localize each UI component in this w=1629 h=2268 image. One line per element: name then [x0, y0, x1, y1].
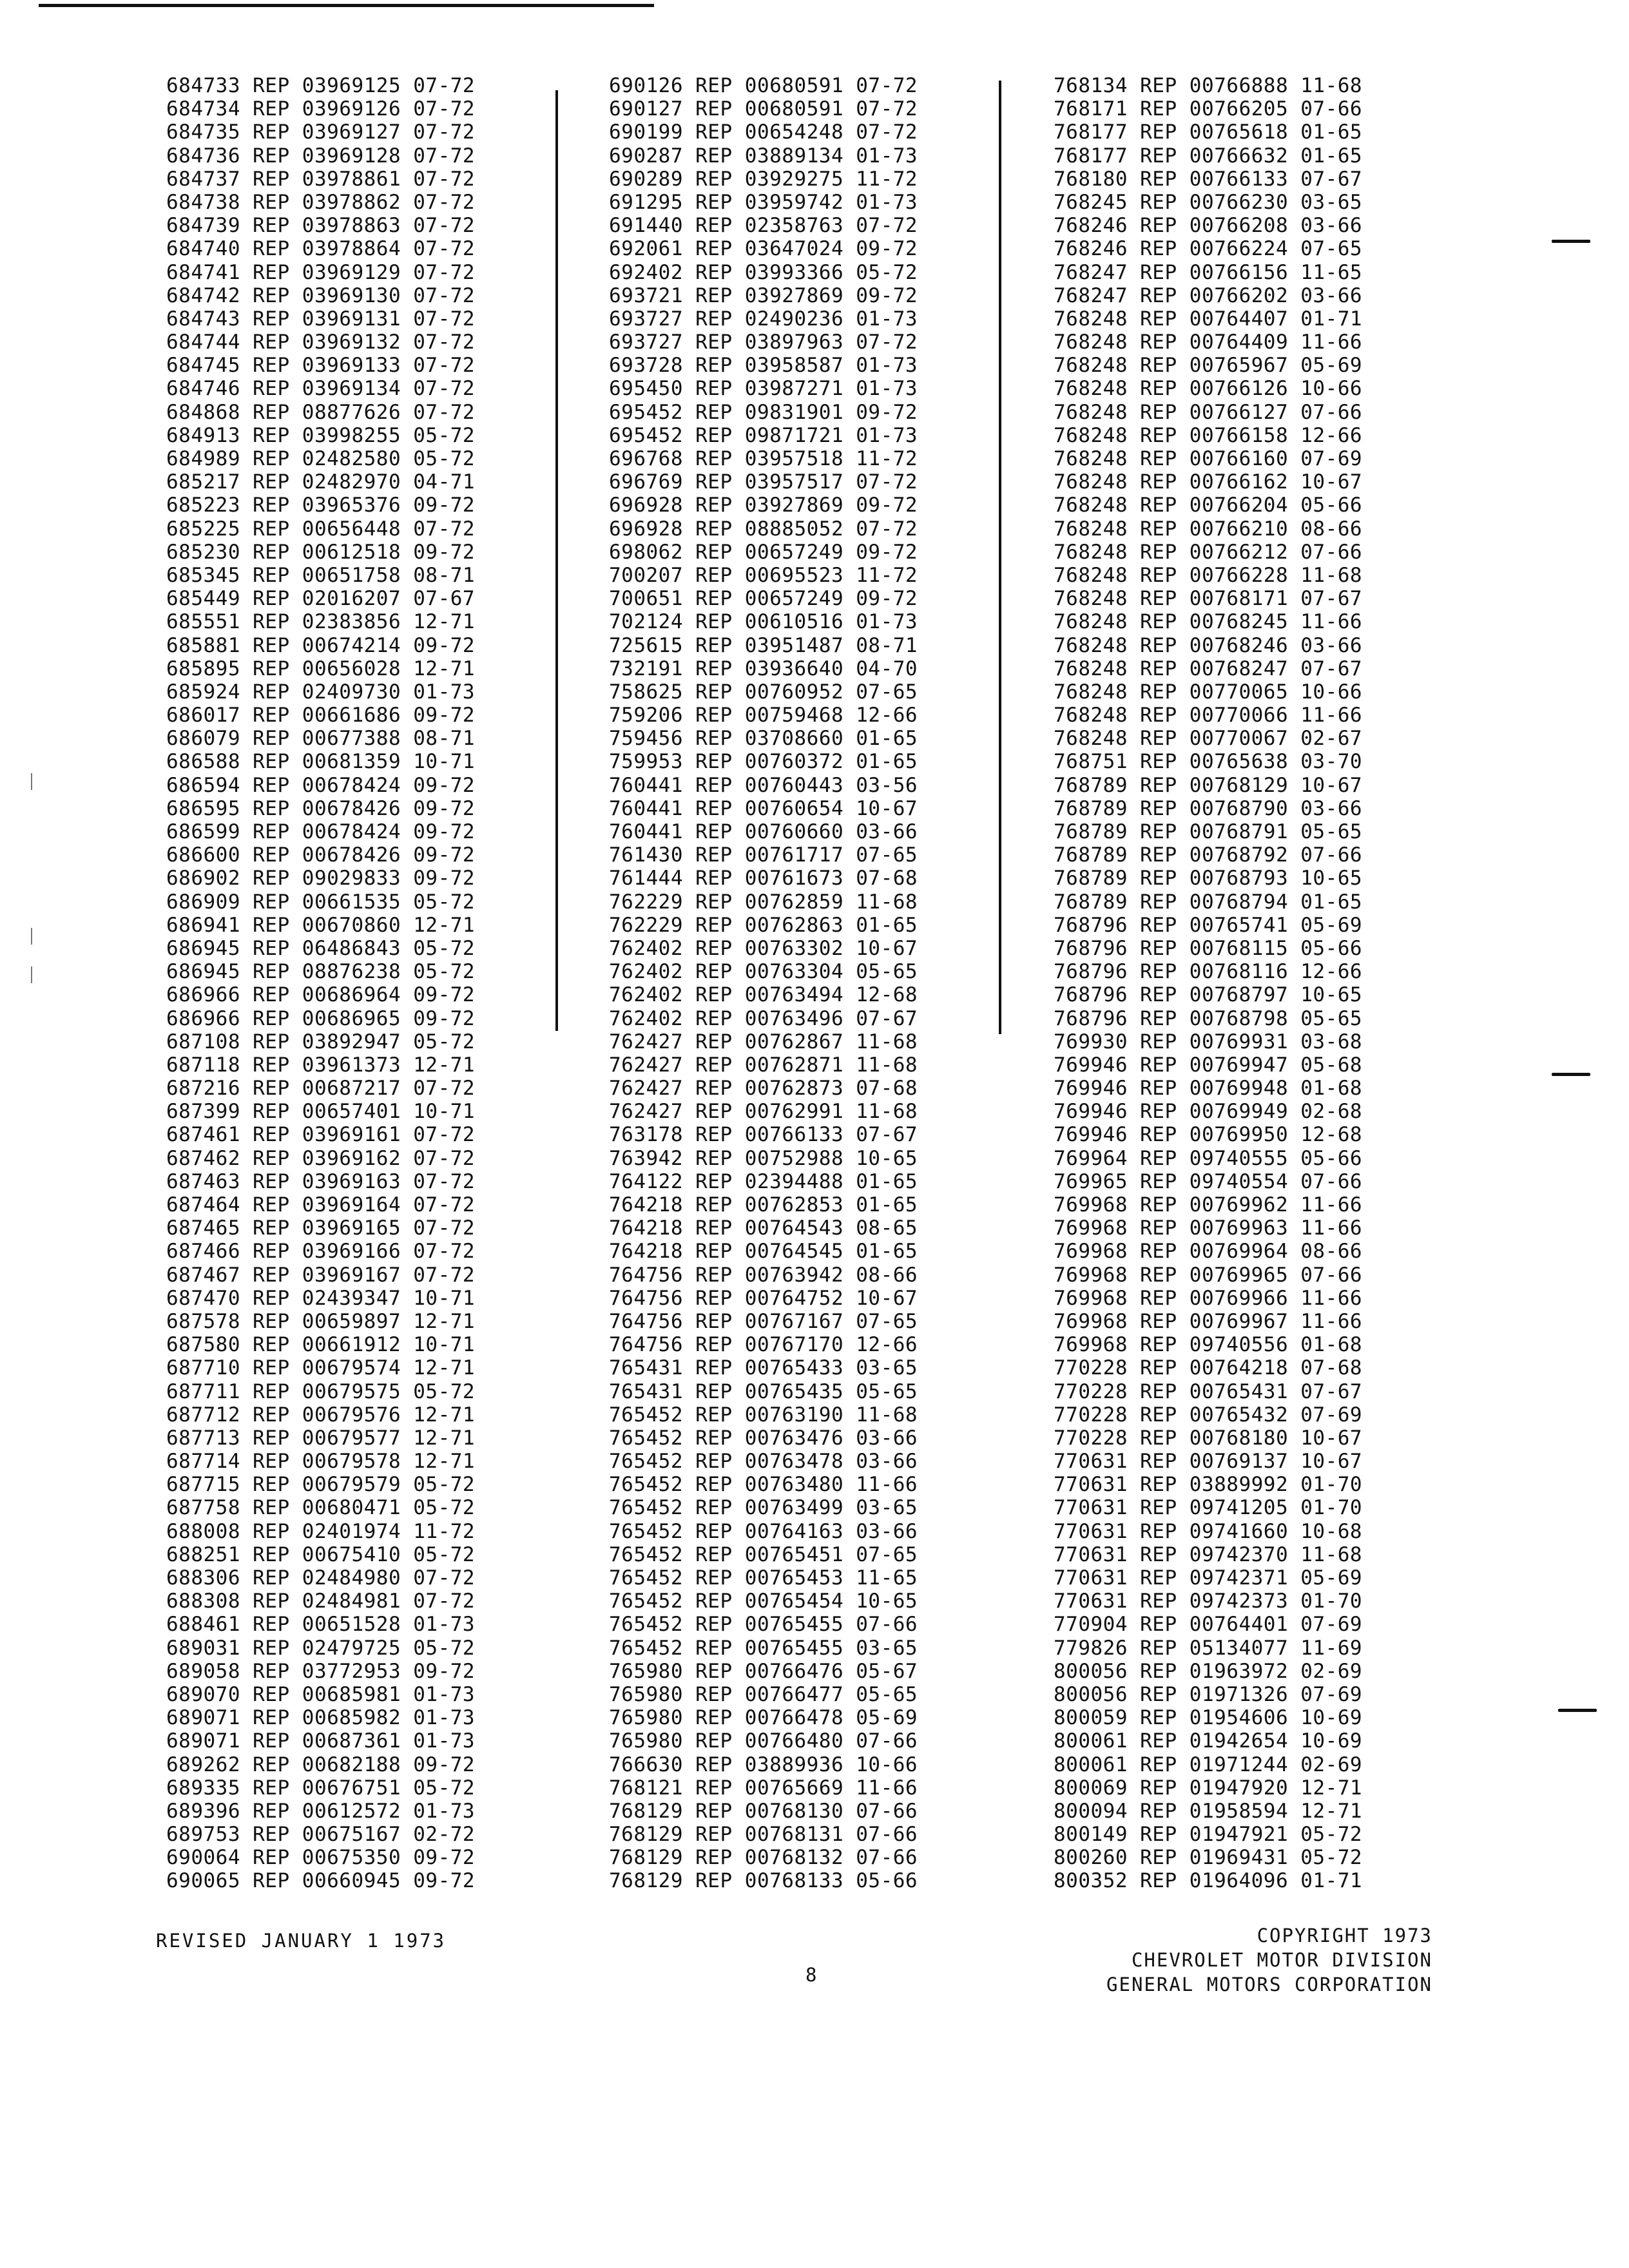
- parts-row: 687710 REP 00679574 12-71: [166, 1356, 476, 1380]
- parts-row: 768796 REP 00768116 12-66: [1054, 960, 1363, 984]
- parts-row: 702124 REP 00610516 01-73: [609, 610, 918, 634]
- parts-row: 687715 REP 00679579 05-72: [166, 1473, 476, 1497]
- parts-row: 770631 REP 09741660 10-68: [1054, 1519, 1363, 1543]
- parts-row: 768248 REP 00766126 10-66: [1054, 377, 1363, 401]
- parts-row: 687758 REP 00680471 05-72: [166, 1496, 476, 1520]
- parts-row: 689396 REP 00612572 01-73: [166, 1799, 476, 1823]
- parts-row: 688461 REP 00651528 01-73: [166, 1613, 476, 1637]
- parts-row: 687118 REP 03961373 12-71: [166, 1053, 476, 1077]
- parts-row: 687216 REP 00687217 07-72: [166, 1077, 476, 1100]
- parts-row: 765980 REP 00766477 05-65: [609, 1682, 918, 1706]
- parts-row: 764756 REP 00767167 07-65: [609, 1309, 918, 1333]
- parts-row: 687467 REP 03969167 07-72: [166, 1263, 476, 1287]
- parts-row: 684742 REP 03969130 07-72: [166, 284, 476, 307]
- parts-row: 696928 REP 08885052 07-72: [609, 517, 918, 541]
- parts-row: 685217 REP 02482970 04-71: [166, 470, 476, 494]
- parts-row: 768171 REP 00766205 07-66: [1054, 97, 1363, 121]
- parts-row: 687464 REP 03969164 07-72: [166, 1193, 476, 1216]
- parts-row: 769968 REP 00769963 11-66: [1054, 1216, 1363, 1240]
- parts-row: 687711 REP 00679575 05-72: [166, 1379, 476, 1403]
- parts-row: 686017 REP 00661686 09-72: [166, 704, 476, 727]
- parts-row: 684913 REP 03998255 05-72: [166, 423, 476, 447]
- parts-row: 768789 REP 00768129 10-67: [1054, 773, 1363, 797]
- parts-row: 768248 REP 00770065 10-66: [1054, 680, 1363, 704]
- parts-row: 762427 REP 00762991 11-68: [609, 1100, 918, 1124]
- parts-row: 685230 REP 00612518 09-72: [166, 540, 476, 564]
- parts-row: 765431 REP 00765433 03-65: [609, 1356, 918, 1380]
- parts-row: 768248 REP 00765967 05-69: [1054, 354, 1363, 378]
- margin-mark: [1552, 1073, 1590, 1076]
- parts-row: 725615 REP 03951487 08-71: [609, 633, 918, 657]
- parts-row: 684868 REP 08877626 07-72: [166, 400, 476, 424]
- parts-row: 691440 REP 02358763 07-72: [609, 214, 918, 238]
- parts-row: 800059 REP 01954606 10-69: [1054, 1706, 1363, 1730]
- top-rule: [39, 4, 654, 7]
- parts-row: 687714 REP 00679578 12-71: [166, 1450, 476, 1474]
- parts-row: 764122 REP 02394488 01-65: [609, 1169, 918, 1193]
- parts-row: 765980 REP 00766480 07-66: [609, 1729, 918, 1753]
- parts-row: 685881 REP 00674214 09-72: [166, 633, 476, 657]
- parts-row: 769965 REP 09740554 07-66: [1054, 1169, 1363, 1193]
- parts-row: 684736 REP 03969128 07-72: [166, 144, 476, 168]
- parts-row: 687712 REP 00679576 12-71: [166, 1403, 476, 1427]
- parts-row: 684734 REP 03969126 07-72: [166, 97, 476, 121]
- parts-row: 800061 REP 01971244 02-69: [1054, 1753, 1363, 1776]
- parts-row: 768248 REP 00768246 03-66: [1054, 633, 1363, 657]
- parts-row: 765980 REP 00766478 05-69: [609, 1706, 918, 1730]
- parts-row: 768789 REP 00768790 03-66: [1054, 796, 1363, 820]
- parts-row: 768177 REP 00765618 01-65: [1054, 120, 1363, 144]
- parts-row: 685895 REP 00656028 12-71: [166, 657, 476, 680]
- margin-mark: [1558, 1709, 1597, 1712]
- parts-row: 770228 REP 00765431 07-67: [1054, 1379, 1363, 1403]
- parts-row: 685225 REP 00656448 07-72: [166, 517, 476, 541]
- parts-row: 770631 REP 09742371 05-69: [1054, 1566, 1363, 1590]
- parts-row: 690064 REP 00675350 09-72: [166, 1846, 476, 1870]
- parts-row: 768248 REP 00770067 02-67: [1054, 727, 1363, 751]
- parts-row: 768129 REP 00768132 07-66: [609, 1846, 918, 1870]
- parts-row: 689262 REP 00682188 09-72: [166, 1753, 476, 1776]
- parts-row: 690199 REP 00654248 07-72: [609, 120, 918, 144]
- parts-row: 769968 REP 00769967 11-66: [1054, 1309, 1363, 1333]
- parts-row: 769968 REP 09740556 01-68: [1054, 1333, 1363, 1357]
- parts-row: 686595 REP 00678426 09-72: [166, 796, 476, 820]
- parts-row: 687462 REP 03969162 07-72: [166, 1146, 476, 1170]
- parts-row: 693727 REP 03897963 07-72: [609, 331, 918, 354]
- parts-row: 684989 REP 02482580 05-72: [166, 447, 476, 470]
- parts-row: 688308 REP 02484981 07-72: [166, 1590, 476, 1613]
- parts-row: 800056 REP 01971326 07-69: [1054, 1682, 1363, 1706]
- parts-row: 768246 REP 00766208 03-66: [1054, 214, 1363, 238]
- parts-row: 768248 REP 00766212 07-66: [1054, 540, 1363, 564]
- copyright-line: GENERAL MOTORS CORPORATION: [1106, 1974, 1432, 1995]
- parts-row: 768247 REP 00766202 03-66: [1054, 284, 1363, 307]
- parts-row: 686599 REP 00678424 09-72: [166, 820, 476, 843]
- margin-tick: [31, 928, 32, 945]
- parts-row: 687461 REP 03969161 07-72: [166, 1123, 476, 1147]
- parts-row: 686945 REP 08876238 05-72: [166, 960, 476, 984]
- parts-row: 768246 REP 00766224 07-65: [1054, 237, 1363, 261]
- parts-row: 685551 REP 02383856 12-71: [166, 610, 476, 634]
- parts-row: 762427 REP 00762867 11-68: [609, 1030, 918, 1053]
- parts-row: 686909 REP 00661535 05-72: [166, 890, 476, 914]
- parts-row: 768796 REP 00768798 05-65: [1054, 1006, 1363, 1030]
- parts-row: 768751 REP 00765638 03-70: [1054, 750, 1363, 774]
- column-divider-right: [999, 81, 1001, 1034]
- parts-row: 768245 REP 00766230 03-65: [1054, 190, 1363, 214]
- parts-row: 759206 REP 00759468 12-66: [609, 704, 918, 727]
- parts-row: 770631 REP 03889992 01-70: [1054, 1473, 1363, 1497]
- parts-row: 765452 REP 00763480 11-66: [609, 1473, 918, 1497]
- parts-row: 700651 REP 00657249 09-72: [609, 587, 918, 611]
- parts-row: 685223 REP 03965376 09-72: [166, 494, 476, 517]
- parts-row: 684744 REP 03969132 07-72: [166, 331, 476, 354]
- parts-row: 695452 REP 09871721 01-73: [609, 423, 918, 447]
- parts-row: 800069 REP 01947920 12-71: [1054, 1776, 1363, 1800]
- parts-row: 762402 REP 00763304 05-65: [609, 960, 918, 984]
- parts-row: 800149 REP 01947921 05-72: [1054, 1823, 1363, 1847]
- parts-row: 688008 REP 02401974 11-72: [166, 1519, 476, 1543]
- parts-row: 769946 REP 00769948 01-68: [1054, 1077, 1363, 1100]
- parts-row: 762402 REP 00763302 10-67: [609, 936, 918, 960]
- parts-row: 695450 REP 03987271 01-73: [609, 377, 918, 401]
- parts-row: 768248 REP 00764407 01-71: [1054, 307, 1363, 331]
- parts-row: 766630 REP 03889936 10-66: [609, 1753, 918, 1776]
- parts-row: 686966 REP 00686964 09-72: [166, 983, 476, 1007]
- parts-row: 765452 REP 00763478 03-66: [609, 1450, 918, 1474]
- parts-row: 685345 REP 00651758 08-71: [166, 563, 476, 587]
- parts-row: 770228 REP 00765432 07-69: [1054, 1403, 1363, 1427]
- parts-row: 687466 REP 03969166 07-72: [166, 1240, 476, 1264]
- parts-row: 769946 REP 00769950 12-68: [1054, 1123, 1363, 1147]
- parts-row: 689753 REP 00675167 02-72: [166, 1823, 476, 1847]
- parts-row: 770228 REP 00764218 07-68: [1054, 1356, 1363, 1380]
- parts-row: 684739 REP 03978863 07-72: [166, 214, 476, 238]
- parts-row: 696928 REP 03927869 09-72: [609, 494, 918, 517]
- parts-row: 700207 REP 00695523 11-72: [609, 563, 918, 587]
- parts-row: 689070 REP 00685981 01-73: [166, 1682, 476, 1706]
- parts-row: 686588 REP 00681359 10-71: [166, 750, 476, 774]
- parts-row: 684746 REP 03969134 07-72: [166, 377, 476, 401]
- parts-row: 692402 REP 03993366 05-72: [609, 260, 918, 284]
- parts-row: 759953 REP 00760372 01-65: [609, 750, 918, 774]
- parts-row: 764756 REP 00764752 10-67: [609, 1286, 918, 1310]
- parts-row: 768247 REP 00766156 11-65: [1054, 260, 1363, 284]
- parts-row: 693721 REP 03927869 09-72: [609, 284, 918, 307]
- parts-row: 764218 REP 00764543 08-65: [609, 1216, 918, 1240]
- parts-row: 758625 REP 00760952 07-65: [609, 680, 918, 704]
- copyright-line: COPYRIGHT 1973: [1257, 1925, 1432, 1946]
- parts-row: 769968 REP 00769965 07-66: [1054, 1263, 1363, 1287]
- parts-row: 686945 REP 06486843 05-72: [166, 936, 476, 960]
- parts-row: 761430 REP 00761717 07-65: [609, 843, 918, 867]
- parts-row: 770631 REP 09742370 11-68: [1054, 1542, 1363, 1566]
- parts-row: 768129 REP 00768130 07-66: [609, 1799, 918, 1823]
- parts-row: 765452 REP 00765455 07-66: [609, 1613, 918, 1637]
- parts-row: 769968 REP 00769962 11-66: [1054, 1193, 1363, 1216]
- parts-row: 687578 REP 00659897 12-71: [166, 1309, 476, 1333]
- parts-row: 768789 REP 00768791 05-65: [1054, 820, 1363, 843]
- parts-row: 762229 REP 00762863 01-65: [609, 913, 918, 937]
- parts-row: 690287 REP 03889134 01-73: [609, 144, 918, 168]
- parts-row: 686594 REP 00678424 09-72: [166, 773, 476, 797]
- parts-row: 779826 REP 05134077 11-69: [1054, 1636, 1363, 1660]
- parts-row: 768248 REP 00766127 07-66: [1054, 400, 1363, 424]
- parts-row: 769946 REP 00769949 02-68: [1054, 1100, 1363, 1124]
- parts-row: 768789 REP 00768792 07-66: [1054, 843, 1363, 867]
- parts-row: 688306 REP 02484980 07-72: [166, 1566, 476, 1590]
- parts-row: 689058 REP 03772953 09-72: [166, 1659, 476, 1683]
- parts-row: 762402 REP 00763494 12-68: [609, 983, 918, 1007]
- parts-row: 765452 REP 00764163 03-66: [609, 1519, 918, 1543]
- parts-row: 768248 REP 00766228 11-68: [1054, 563, 1363, 587]
- parts-row: 689031 REP 02479725 05-72: [166, 1636, 476, 1660]
- parts-row: 768248 REP 00768245 11-66: [1054, 610, 1363, 634]
- parts-row: 687465 REP 03969165 07-72: [166, 1216, 476, 1240]
- parts-row: 690127 REP 00680591 07-72: [609, 97, 918, 121]
- parts-row: 684737 REP 03978861 07-72: [166, 167, 476, 191]
- parts-row: 769946 REP 00769947 05-68: [1054, 1053, 1363, 1077]
- revised-date: REVISED JANUARY 1 1973: [156, 1930, 447, 1952]
- copyright-block: [1106, 1923, 1432, 1997]
- parts-row: 684738 REP 03978862 07-72: [166, 190, 476, 214]
- parts-row: 770631 REP 09742373 01-70: [1054, 1590, 1363, 1613]
- parts-row: 684740 REP 03978864 07-72: [166, 237, 476, 261]
- margin-tick: [31, 966, 32, 983]
- parts-row: 800056 REP 01963972 02-69: [1054, 1659, 1363, 1683]
- parts-row: 695452 REP 09831901 09-72: [609, 400, 918, 424]
- parts-row: 687580 REP 00661912 10-71: [166, 1333, 476, 1357]
- parts-row: 768180 REP 00766133 07-67: [1054, 167, 1363, 191]
- parts-row: 690065 REP 00660945 09-72: [166, 1869, 476, 1893]
- parts-row: 762427 REP 00762871 11-68: [609, 1053, 918, 1077]
- column-divider-left: [555, 90, 558, 1031]
- parts-row: 689335 REP 00676751 05-72: [166, 1776, 476, 1800]
- parts-row: 687108 REP 03892947 05-72: [166, 1030, 476, 1053]
- parts-row: 765431 REP 00765435 05-65: [609, 1379, 918, 1403]
- parts-row: 696768 REP 03957518 11-72: [609, 447, 918, 470]
- parts-row: 685924 REP 02409730 01-73: [166, 680, 476, 704]
- middle-column: [609, 74, 918, 1893]
- parts-row: 765452 REP 00765454 10-65: [609, 1590, 918, 1613]
- left-column: [166, 74, 475, 1893]
- margin-mark: [1552, 240, 1590, 243]
- parts-row: 760441 REP 00760443 03-56: [609, 773, 918, 797]
- parts-row: 764218 REP 00762853 01-65: [609, 1193, 918, 1216]
- parts-row: 768796 REP 00765741 05-69: [1054, 913, 1363, 937]
- parts-row: 761444 REP 00761673 07-68: [609, 867, 918, 890]
- parts-row: 770904 REP 00764401 07-69: [1054, 1613, 1363, 1637]
- parts-row: 765452 REP 00763499 03-65: [609, 1496, 918, 1520]
- parts-row: 768789 REP 00768793 10-65: [1054, 867, 1363, 890]
- parts-row: 698062 REP 00657249 09-72: [609, 540, 918, 564]
- parts-row: 768789 REP 00768794 01-65: [1054, 890, 1363, 914]
- parts-row: 687713 REP 00679577 12-71: [166, 1426, 476, 1450]
- parts-row: 686079 REP 00677388 08-71: [166, 727, 476, 751]
- parts-row: 684745 REP 03969133 07-72: [166, 354, 476, 378]
- parts-row: 765452 REP 00765453 11-65: [609, 1566, 918, 1590]
- parts-row: 765980 REP 00766476 05-67: [609, 1659, 918, 1683]
- parts-row: 762402 REP 00763496 07-67: [609, 1006, 918, 1030]
- parts-row: 693727 REP 02490236 01-73: [609, 307, 918, 331]
- parts-row: 768129 REP 00768133 05-66: [609, 1869, 918, 1893]
- parts-row: 763942 REP 00752988 10-65: [609, 1146, 918, 1170]
- parts-row: 696769 REP 03957517 07-72: [609, 470, 918, 494]
- parts-row: 768248 REP 00768247 07-67: [1054, 657, 1363, 680]
- parts-row: 770228 REP 00768180 10-67: [1054, 1426, 1363, 1450]
- parts-row: 687463 REP 03969163 07-72: [166, 1169, 476, 1193]
- parts-row: 800094 REP 01958594 12-71: [1054, 1799, 1363, 1823]
- parts-row: 689071 REP 00687361 01-73: [166, 1729, 476, 1753]
- parts-row: 768796 REP 00768115 05-66: [1054, 936, 1363, 960]
- parts-row: 768248 REP 00766162 10-67: [1054, 470, 1363, 494]
- parts-row: 800352 REP 01964096 01-71: [1054, 1869, 1363, 1893]
- parts-row: 769968 REP 00769966 11-66: [1054, 1286, 1363, 1310]
- parts-row: 768248 REP 00770066 11-66: [1054, 704, 1363, 727]
- parts-row: 769968 REP 00769964 08-66: [1054, 1240, 1363, 1264]
- copyright-line: CHEVROLET MOTOR DIVISION: [1131, 1949, 1432, 1971]
- parts-row: 769930 REP 00769931 03-68: [1054, 1030, 1363, 1053]
- parts-row: 765452 REP 00763190 11-68: [609, 1403, 918, 1427]
- parts-row: 768134 REP 00766888 11-68: [1054, 74, 1363, 97]
- parts-row: 686600 REP 00678426 09-72: [166, 843, 476, 867]
- margin-tick: [31, 773, 32, 790]
- parts-row: 686941 REP 00670860 12-71: [166, 913, 476, 937]
- parts-row: 768129 REP 00768131 07-66: [609, 1823, 918, 1847]
- parts-row: 760441 REP 00760660 03-66: [609, 820, 918, 843]
- parts-row: 759456 REP 03708660 01-65: [609, 727, 918, 751]
- parts-row: 684733 REP 03969125 07-72: [166, 74, 476, 97]
- parts-row: 768121 REP 00765669 11-66: [609, 1776, 918, 1800]
- parts-row: 690126 REP 00680591 07-72: [609, 74, 918, 97]
- parts-row: 800061 REP 01942654 10-69: [1054, 1729, 1363, 1753]
- parts-row: 687470 REP 02439347 10-71: [166, 1286, 476, 1310]
- parts-row: 765452 REP 00765451 07-65: [609, 1542, 918, 1566]
- parts-row: 768248 REP 00766204 05-66: [1054, 494, 1363, 517]
- parts-row: 768248 REP 00768171 07-67: [1054, 587, 1363, 611]
- parts-row: 764756 REP 00763942 08-66: [609, 1263, 918, 1287]
- parts-row: 691295 REP 03959742 01-73: [609, 190, 918, 214]
- parts-row: 760441 REP 00760654 10-67: [609, 796, 918, 820]
- parts-row: 800260 REP 01969431 05-72: [1054, 1846, 1363, 1870]
- parts-row: 692061 REP 03647024 09-72: [609, 237, 918, 261]
- parts-row: 688251 REP 00675410 05-72: [166, 1542, 476, 1566]
- parts-row: 770631 REP 09741205 01-70: [1054, 1496, 1363, 1520]
- parts-row: 693728 REP 03958587 01-73: [609, 354, 918, 378]
- parts-row: 768248 REP 00764409 11-66: [1054, 331, 1363, 354]
- page-number: 8: [805, 1964, 817, 1986]
- parts-row: 689071 REP 00685982 01-73: [166, 1706, 476, 1730]
- parts-row: 684741 REP 03969129 07-72: [166, 260, 476, 284]
- parts-row: 684743 REP 03969131 07-72: [166, 307, 476, 331]
- parts-row: 765452 REP 00763476 03-66: [609, 1426, 918, 1450]
- parts-row: 687399 REP 00657401 10-71: [166, 1100, 476, 1124]
- parts-row: 768248 REP 00766158 12-66: [1054, 423, 1363, 447]
- parts-row: 686966 REP 00686965 09-72: [166, 1006, 476, 1030]
- parts-row: 686902 REP 09029833 09-72: [166, 867, 476, 890]
- parts-row: 765452 REP 00765455 03-65: [609, 1636, 918, 1660]
- parts-row: 764756 REP 00767170 12-66: [609, 1333, 918, 1357]
- parts-row: 685449 REP 02016207 07-67: [166, 587, 476, 611]
- right-column: [1054, 74, 1362, 1893]
- parts-row: 768796 REP 00768797 10-65: [1054, 983, 1363, 1007]
- parts-row: 762427 REP 00762873 07-68: [609, 1077, 918, 1100]
- parts-row: 768177 REP 00766632 01-65: [1054, 144, 1363, 168]
- parts-row: 763178 REP 00766133 07-67: [609, 1123, 918, 1147]
- parts-row: 769964 REP 09740555 05-66: [1054, 1146, 1363, 1170]
- parts-row: 768248 REP 00766210 08-66: [1054, 517, 1363, 541]
- parts-row: 732191 REP 03936640 04-70: [609, 657, 918, 680]
- parts-row: 764218 REP 00764545 01-65: [609, 1240, 918, 1264]
- parts-row: 690289 REP 03929275 11-72: [609, 167, 918, 191]
- parts-row: 768248 REP 00766160 07-69: [1054, 447, 1363, 470]
- parts-row: 770631 REP 00769137 10-67: [1054, 1450, 1363, 1474]
- parts-row: 684735 REP 03969127 07-72: [166, 120, 476, 144]
- parts-row: 762229 REP 00762859 11-68: [609, 890, 918, 914]
